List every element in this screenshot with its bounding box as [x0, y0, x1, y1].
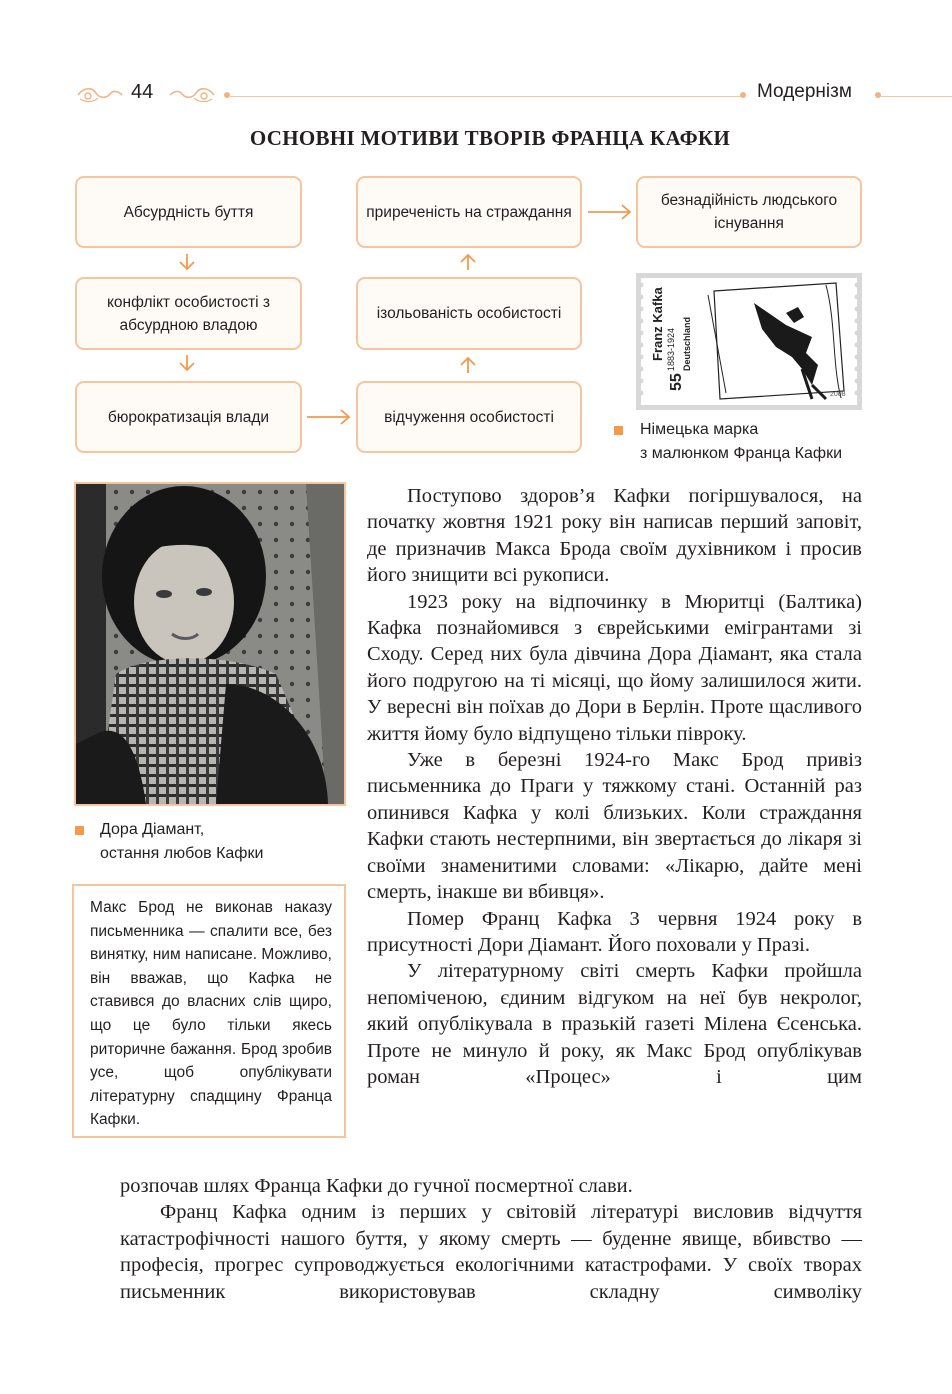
- motif-box-bureaucracy: [75, 381, 302, 453]
- motif-box-conflict: [75, 277, 302, 350]
- paragraph: розпочав шлях Франца Кафки до гучної посмертної слави.: [120, 1175, 633, 1197]
- stamp-years: 1883-1924: [666, 327, 676, 371]
- arrow-down-icon: [177, 252, 197, 272]
- stamp-caption-line2: з малюнком Франца Кафки: [640, 445, 842, 462]
- dora-diamant-photo: [74, 482, 346, 806]
- stamp-name: Franz Kafka: [650, 287, 665, 361]
- arrow-right-icon: [305, 407, 353, 427]
- motif-box-alienation: [356, 381, 582, 453]
- motif-label: безнадійність людського існування: [660, 192, 838, 232]
- header-dot-mid: [740, 92, 746, 98]
- motif-label: приреченість на страждання: [366, 203, 572, 221]
- paragraph: Поступово здоров’я Кафки погіршувалося, на початку жовтня 1921 року він написав перший заповіт, де призначив Макса Брода своїм духівником і просив його знищити всі рукописи.: [367, 485, 862, 587]
- arrow-right-icon: [586, 202, 634, 222]
- stamp-caption-line1: Німецька марка: [640, 421, 759, 438]
- main-text-column: [367, 483, 862, 1090]
- page-number: 44: [131, 81, 154, 103]
- motif-label: Абсурдність буття: [123, 203, 254, 221]
- stamp-country: Deutschland: [682, 316, 692, 371]
- left-ornament-icon: [76, 85, 124, 105]
- kafka-stamp: [636, 273, 862, 410]
- right-ornament-icon: [168, 85, 216, 105]
- paragraph: 1923 року на відпочинку в Мюритці (Балтика) Кафка познайомився з єврейськими емігрантами зі Сходу. Серед них була дівчина Дора Діамант, яка стала його подругою на ті місяці, що йому залишилося жити. У вересні він поїхав до Дори в Берлін. Проте щасливого життя йому було відпущено тільки півроку.: [367, 590, 862, 745]
- paragraph: Уже в березні 1924-го Макс Брод привіз письменника до Праги у тяжкому стані. Останній раз опинився Кафка у колі близьких. Коли страждання Кафки стають нестерпними, він звертається до лікаря зі своїми знаменитими словами: «Лікарю, дайте мені смерть, інакше ви вбивця».: [367, 749, 862, 904]
- side-note: Макс Брод не виконав наказу письменника — спалити все, без винятку, ним написане. Можливо, він вважав, що Кафка не ставився до власних слів щиро, що це було тільки якесь риторичне бажання. Брод зробив усе, щоб опублікувати літературну спадщину Франца Кафки.: [72, 884, 346, 1138]
- header-rule-right: [880, 96, 952, 97]
- photo-caption-bullet: [75, 826, 84, 835]
- section-title: Модернізм: [757, 81, 852, 102]
- motif-label: відчуження особистості: [384, 408, 554, 426]
- stamp-year: 2008: [830, 391, 846, 398]
- stamp-value-shown: 55: [668, 373, 685, 391]
- header-rule: [230, 96, 742, 97]
- arrow-down-icon: [177, 353, 197, 373]
- motif-box-hopelessness: [636, 176, 862, 248]
- motif-label: бюрократизація влади: [107, 408, 270, 426]
- header-dot-left: [224, 92, 230, 98]
- main-text-full-width: [120, 1173, 862, 1305]
- paragraph: У літературному світі смерть Кафки пройшла непоміченою, єдиним відгуком на неї був некролог, який опублікувала в празькій газеті Мілена Єсенська. Проте не минуло й року, як Макс Брод опублікував роман «Процес» і цим: [367, 960, 862, 1088]
- photo-caption-line2: остання любов Кафки: [100, 845, 264, 862]
- motif-box-doom: [356, 176, 582, 248]
- arrow-up-icon: [458, 355, 478, 375]
- motif-label: ізольованість особистості: [376, 305, 562, 322]
- motif-label: конфлікт особистості з абсурдною владою: [106, 293, 271, 334]
- header-dot-right: [875, 92, 881, 98]
- arrow-up-icon: [458, 252, 478, 272]
- paragraph: Франц Кафка одним із перших у світовій літературі висловив відчуття катастрофічності нашого буття, у якому смерть — буденне явище, вбивство — професія, прогрес супроводжується екологічними катастрофами. У своїх творах письменник використовував складну символіку: [120, 1201, 862, 1303]
- stamp-caption-bullet: [614, 426, 623, 435]
- paragraph: Помер Франц Кафка 3 червня 1924 року в присутності Дори Діамант. Його поховали у Празі.: [367, 907, 862, 956]
- motif-box-isolation: [356, 277, 582, 350]
- photo-caption-line1: Дора Діамант,: [100, 821, 205, 838]
- motif-box-absurdity: [75, 176, 302, 248]
- page-title: ОСНОВНІ МОТИВИ ТВОРІВ ФРАНЦА КАФКИ: [249, 126, 731, 150]
